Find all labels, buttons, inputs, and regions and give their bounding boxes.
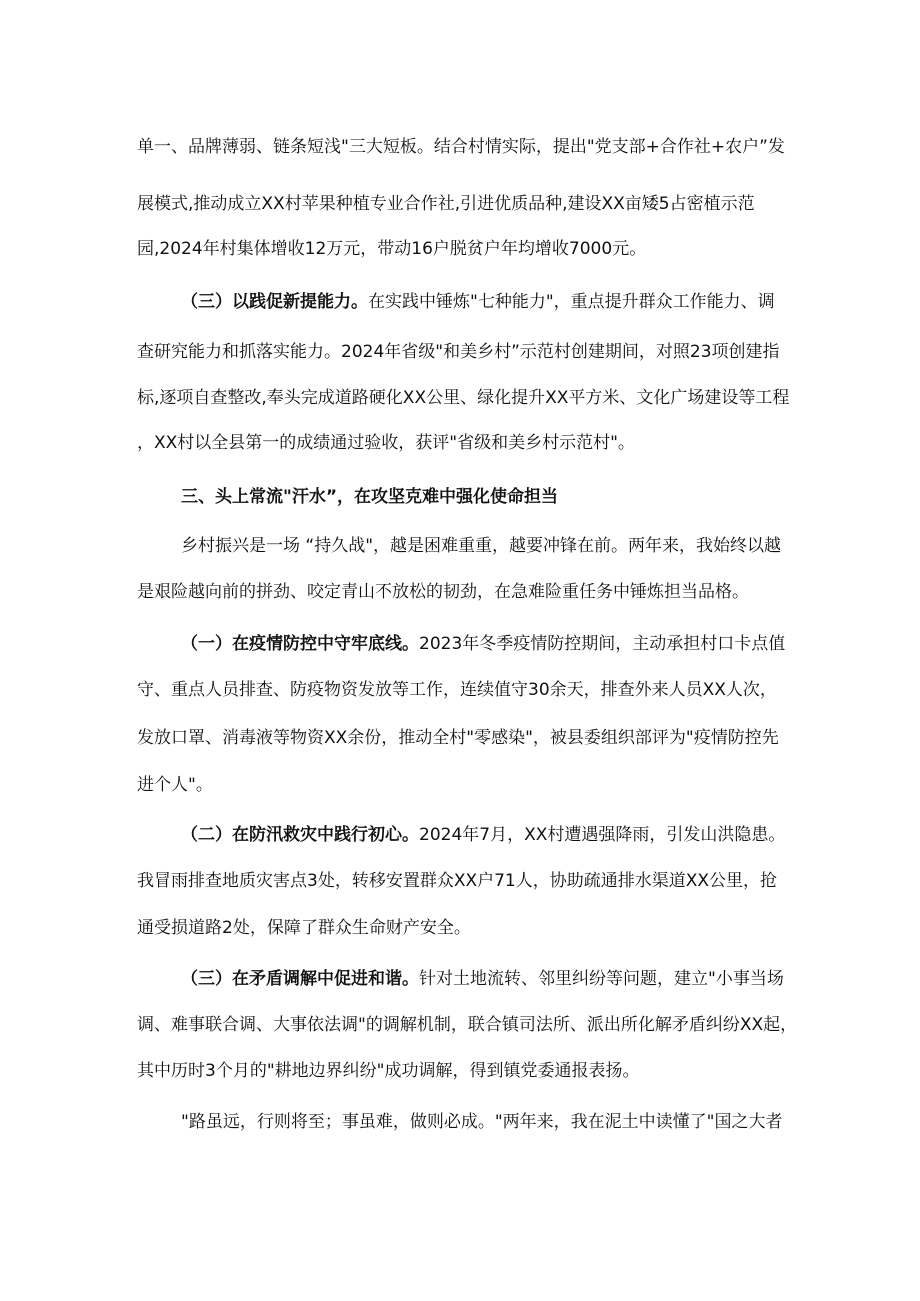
- section-paragraph-start: [137, 968, 784, 991]
- paragraph-start: [137, 535, 781, 558]
- line-text: 园,2024年村集体增收12万元，带动16户脱贫户年均增收7000元。: [137, 239, 647, 259]
- section-heading: （二）在防汛救灾中践行初心。: [181, 825, 419, 845]
- line-text: ，XX村以全县第一的成绩通过验收，获评"省级和美乡村示范村"。: [137, 433, 635, 453]
- text-line: [137, 1014, 797, 1037]
- line-text: 进个人"。: [137, 775, 213, 795]
- text-line: [137, 727, 779, 750]
- line-text: 展模式,推动成立XX村苹果种植专业合作社,引进优质品种,建设XX亩矮5占密植示范: [137, 194, 755, 214]
- text-line: [137, 238, 646, 261]
- line-text: 查研究能力和抓落实能力。2024年省级"和美乡村”示范村创建期间，对照23项创建指: [137, 342, 780, 362]
- line-text: 通受损道路2处，保障了群众生命财产安全。: [137, 918, 471, 938]
- chapter-heading-text: 三、头上常流"汗水”，在攻坚克难中强化使命担当: [181, 487, 559, 507]
- line-text: 2023年冬季疫情防控期间，主动承担村口卡点值: [419, 634, 786, 654]
- text-line: [137, 679, 777, 702]
- line-text: 标,逐项自查整改,奉头完成道路硬化XX公里、绿化提升XX平方米、文化广场建设等工程: [137, 388, 790, 408]
- section-paragraph-start: [137, 824, 785, 847]
- line-text: 是艰险越向前的拼劲、咬定青山不放松的韧劲，在急难险重任务中锤炼担当品格。: [137, 582, 749, 602]
- text-line: [137, 136, 785, 159]
- text-line: [137, 432, 635, 455]
- line-text: "路虽远，行则将至；事虽难，做则必成。"两年来，我在泥土中读懂了"国之大者: [181, 1112, 783, 1132]
- line-text: 其中历时3个月的"耕地边界纠纷"成功调解，得到镇党委通报表扬。: [137, 1061, 640, 1081]
- text-line: [137, 774, 213, 797]
- line-text: 乡村振兴是一场 “持久战"，越是困难重重，越要冲锋在前。两年来，我始终以越: [181, 536, 782, 556]
- section-heading: （三）在矛盾调解中促进和谐。: [181, 969, 419, 989]
- line-text: 发放口罩、消毒液等物资XX余份，推动全村"零感染"，被县委组织部评为"疫情防控先: [137, 728, 779, 748]
- line-text: 守、重点人员排查、防疫物资发放等工作，连续值守30余天，排查外来人员XX人次，: [137, 680, 777, 700]
- text-line: [137, 870, 777, 893]
- section-paragraph-start: [137, 291, 775, 314]
- text-line: [137, 387, 789, 410]
- paragraph-start: [137, 1111, 782, 1134]
- text-line: [137, 581, 749, 604]
- line-text: 调、难事联合调、大事依法调"的调解机制，联合镇司法所、派出所化解矛盾纠纷XX起，: [137, 1015, 798, 1035]
- text-line: [137, 193, 755, 216]
- text-line: [137, 917, 471, 940]
- chapter-heading: [137, 486, 558, 509]
- section-heading: （三）以践促新提能力。: [181, 292, 368, 312]
- line-text: 2024年7月，XX村遭遇强降雨，引发山洪隐患。: [419, 825, 786, 845]
- text-line: [137, 341, 780, 364]
- line-text: 我冒雨排查地质灾害点3处，转移安置群众XX户71人，协助疏通排水渠道XX公里，抢: [137, 871, 778, 891]
- section-heading: （一）在疫情防控中守牢底线。: [181, 634, 419, 654]
- section-paragraph-start: [137, 633, 785, 656]
- line-text: 单一、品牌薄弱、链条短浅"三大短板。结合村情实际，提出"党支部+合作社+农户”发: [137, 137, 785, 157]
- line-text: 在实践中锤炼"七种能力"，重点提升群众工作能力、调: [368, 292, 775, 312]
- line-text: 针对土地流转、邻里纠纷等问题，建立"小事当场: [419, 969, 784, 989]
- text-line: [137, 1060, 639, 1083]
